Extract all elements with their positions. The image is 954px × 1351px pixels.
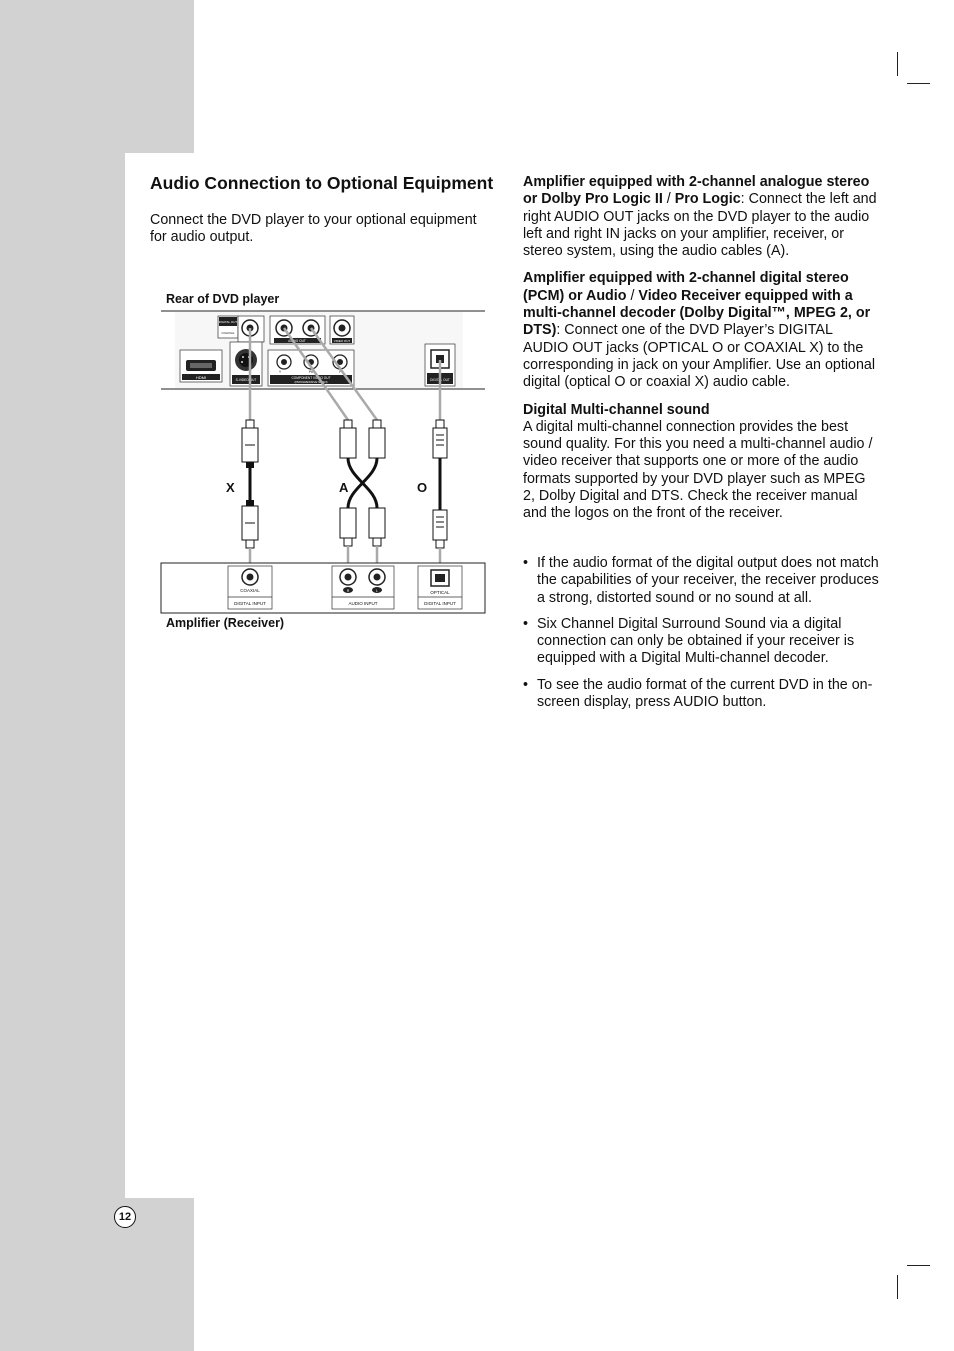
section-analogue-heading: Amplifier equipped with 2-channel analogue stereo or Dolby Pro Logic II <box>523 174 870 208</box>
intro-text: Connect the DVD player to your optional equipment for audio output. <box>150 212 477 245</box>
pb-label: Pb <box>308 370 314 374</box>
cable-o-label: O <box>417 480 428 495</box>
list-item: • To see the audio format of the current DVD in the on-screen display, press AUDIO button. <box>523 677 879 712</box>
amp-digital-input-1: DIGITAL INPUT <box>234 601 266 606</box>
amplifier-label: Amplifier (Receiver) <box>166 616 285 630</box>
amp-digital-input-2: DIGITAL INPUT <box>424 601 456 606</box>
list-item: • Six Channel Digital Surround Sound via a digital connection can only be obtained if your receiver is equipped with a Digital Multi-channel decoder. <box>523 616 879 668</box>
amp-optical-label: OPTICAL <box>430 590 450 595</box>
section-analogue-sep: / <box>662 191 675 208</box>
amp-l-label: L <box>376 589 378 593</box>
hdmi-label: HDMI <box>195 375 207 380</box>
amp-coaxial-label: COAXIAL <box>240 588 260 593</box>
coaxial-label: COAXIAL <box>221 331 235 335</box>
section-analogue-heading-2: Pro Logic <box>674 191 741 208</box>
side-band-bottom <box>0 1198 194 1351</box>
section-multichannel-heading: Digital Multi-channel sound <box>523 401 710 418</box>
crop-mark <box>897 1275 898 1299</box>
y-label: Y <box>278 370 282 374</box>
section-digital-heading: Amplifier equipped with 2-channel digital stereo (PCM) or Audio <box>523 270 849 304</box>
cable-o-optical <box>433 420 447 575</box>
optical-out-label: DIGITAL OUT <box>430 378 450 382</box>
section-digital-sep: / <box>626 287 639 304</box>
digital-out-label: DIGITAL OUT <box>218 320 238 324</box>
video-out-label: VIDEO OUT <box>333 339 351 343</box>
rear-of-dvd-label: Rear of DVD player <box>166 292 280 306</box>
dvd-rear-panel <box>161 311 485 389</box>
page-title: Audio Connection to Optional Equipment <box>150 173 494 193</box>
section-analogue-body: : Connect the left and right AUDIO OUT jacks on the DVD player to the audio left and right IN jacks on your amplifier, receiver, or stereo system, using the audio cables (A). <box>523 191 877 260</box>
cable-x-coaxial <box>242 420 258 575</box>
right-column <box>523 174 879 533</box>
crop-mark <box>907 1265 930 1266</box>
audio-out-label: AUDIO OUT <box>288 339 306 343</box>
cable-x-label: X <box>226 480 235 495</box>
page-number: 12 <box>114 1206 136 1228</box>
component-sub-label: (PROGRESSIVE SCAN) <box>294 380 328 384</box>
notes-list <box>523 555 879 720</box>
cable-a-label: A <box>339 480 349 495</box>
section-multichannel <box>523 402 879 523</box>
section-digital-heading-2: Video Receiver equipped with a multi-channel decoder (Dolby Digital™, MPEG 2, or DTS) <box>523 287 871 339</box>
section-digital-body: : Connect one of the DVD Player’s DIGITAL AUDIO OUT jacks (OPTICAL O or COAXIAL X) to the corresponding in jack on your Amplifier. Use an optional digital (optical O or coaxial X) audio cable. <box>523 322 876 391</box>
component-label: COMPONENT VIDEO OUT <box>291 376 331 380</box>
section-analogue <box>523 174 879 260</box>
section-digital-stereo <box>523 270 879 391</box>
s-video-out-label: S-VIDEO OUT <box>235 378 257 382</box>
amplifier-panel <box>161 563 485 613</box>
cable-a-audio <box>340 420 385 575</box>
amp-audio-input: AUDIO INPUT <box>348 601 378 606</box>
amp-r-label: R <box>346 589 350 593</box>
section-multichannel-body: A digital multi-channel connection provides the best sound quality. For this you need a multi-channel audio / video receiver that supports one or more of the audio formats supported by your DVD player such as MPEG 2, Dolby Digital and DTS. Check the receiver manual and the logos on the front of the receiver. <box>523 418 873 522</box>
list-item: • If the audio format of the digital output does not match the capabilities of your receiver, the receiver produces a strong, distorted sound or no sound at all. <box>523 555 879 607</box>
pr-label: Pr <box>339 370 343 374</box>
